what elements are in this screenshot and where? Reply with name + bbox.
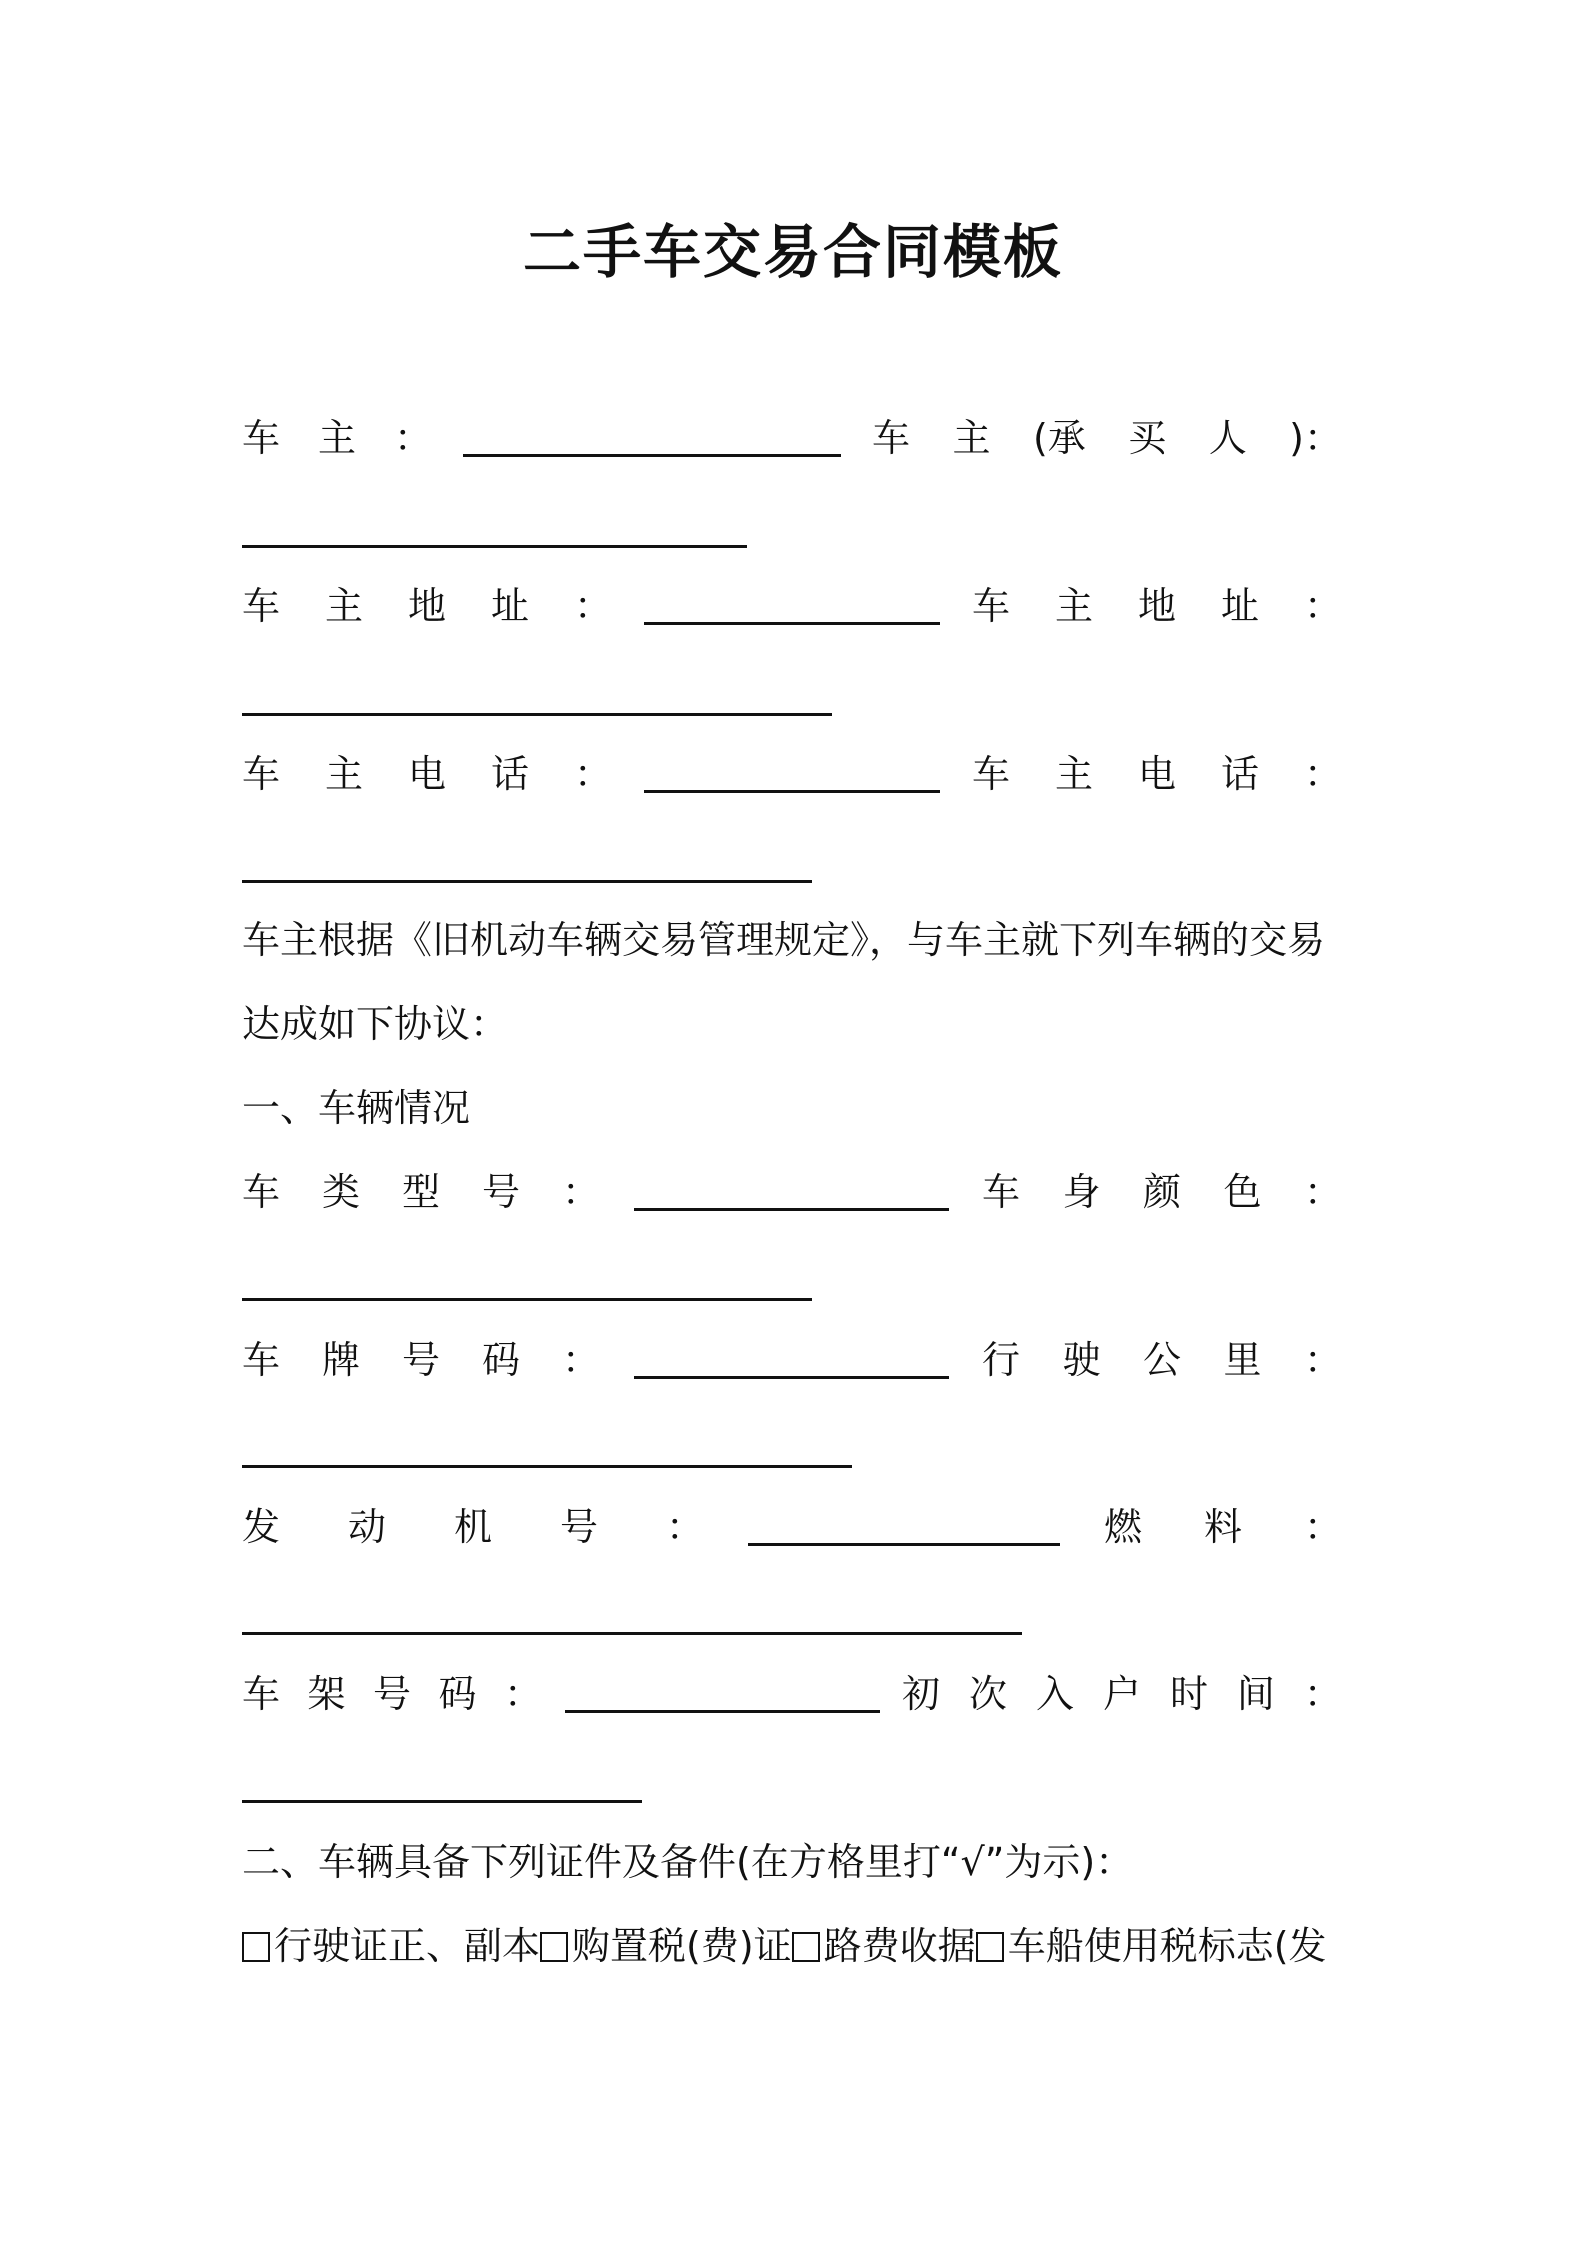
- engine-number-label: 发 动 机 号 ：: [242, 1505, 704, 1549]
- frame-number-label: 车 架 号 码 ：: [242, 1672, 542, 1716]
- buyer-label: 车 主 (承 买 人 )：: [872, 416, 1342, 460]
- engine-number-blank[interactable]: [748, 1509, 1060, 1546]
- owner-label: 车 主 ：: [242, 416, 432, 460]
- checkbox-icon[interactable]: [976, 1932, 1004, 1962]
- first-registration-label: 初 次 入 户 时 间 ：: [902, 1672, 1342, 1716]
- mileage-label: 行 驶 公 里 ：: [982, 1338, 1342, 1382]
- owner-blank[interactable]: [463, 420, 841, 457]
- engine-number-row: [242, 1497, 1342, 1557]
- checklist-item: 购置税(费)证: [572, 1924, 792, 1968]
- owner-address-row: [242, 576, 1342, 636]
- body-color-label: 车 身 颜 色 ：: [982, 1170, 1342, 1214]
- checkbox-icon[interactable]: [792, 1932, 820, 1962]
- plate-number-label: 车 牌 号 码 ：: [242, 1338, 600, 1382]
- owner-phone-label: 车 主 电 话 ：: [242, 752, 612, 796]
- mileage-blank[interactable]: [242, 1465, 852, 1468]
- frame-number-blank[interactable]: [565, 1676, 880, 1713]
- plate-number-blank[interactable]: [634, 1342, 949, 1379]
- frame-number-row: [242, 1664, 1342, 1724]
- checklist-item: 车船使用税标志(发: [1007, 1924, 1327, 1968]
- documents-checklist: [242, 1916, 1327, 1976]
- vehicle-type-label: 车 类 型 号 ：: [242, 1170, 600, 1214]
- buyer-address-label: 车 主 地 址 ：: [972, 584, 1342, 628]
- intro-paragraph: 车主根据《旧机动车辆交易管理规定》，与车主就下列车辆的交易达成如下协议：: [242, 918, 1326, 1046]
- section-documents-heading: 二、车辆具备下列证件及备件(在方格里打“√”为示)：: [242, 1840, 1134, 1884]
- section-vehicle-heading: 一、车辆情况: [242, 1086, 471, 1130]
- owner-address-blank[interactable]: [644, 588, 940, 625]
- owner-phone-row: [242, 744, 1342, 804]
- buyer-phone-label: 车 主 电 话 ：: [972, 752, 1342, 796]
- owner-row: [242, 408, 1342, 468]
- checklist-item: 路费收据: [823, 1924, 976, 1968]
- buyer-address-blank[interactable]: [242, 713, 832, 716]
- vehicle-type-row: [242, 1162, 1342, 1222]
- owner-address-label: 车 主 地 址 ：: [242, 584, 612, 628]
- fuel-blank[interactable]: [242, 1632, 1022, 1635]
- owner-phone-blank[interactable]: [644, 756, 940, 793]
- buyer-phone-blank[interactable]: [242, 880, 812, 883]
- plate-number-row: [242, 1330, 1342, 1390]
- first-registration-blank[interactable]: [242, 1800, 642, 1803]
- checkbox-icon[interactable]: [540, 1932, 568, 1962]
- buyer-blank[interactable]: [242, 545, 747, 548]
- document-title: 二手车交易合同模板: [522, 218, 1063, 286]
- vehicle-type-blank[interactable]: [634, 1174, 949, 1211]
- fuel-label: 燃 料 ：: [1104, 1505, 1342, 1549]
- checkbox-icon[interactable]: [242, 1932, 270, 1962]
- body-color-blank[interactable]: [242, 1298, 812, 1301]
- checklist-item: 行驶证正、副本: [274, 1924, 541, 1968]
